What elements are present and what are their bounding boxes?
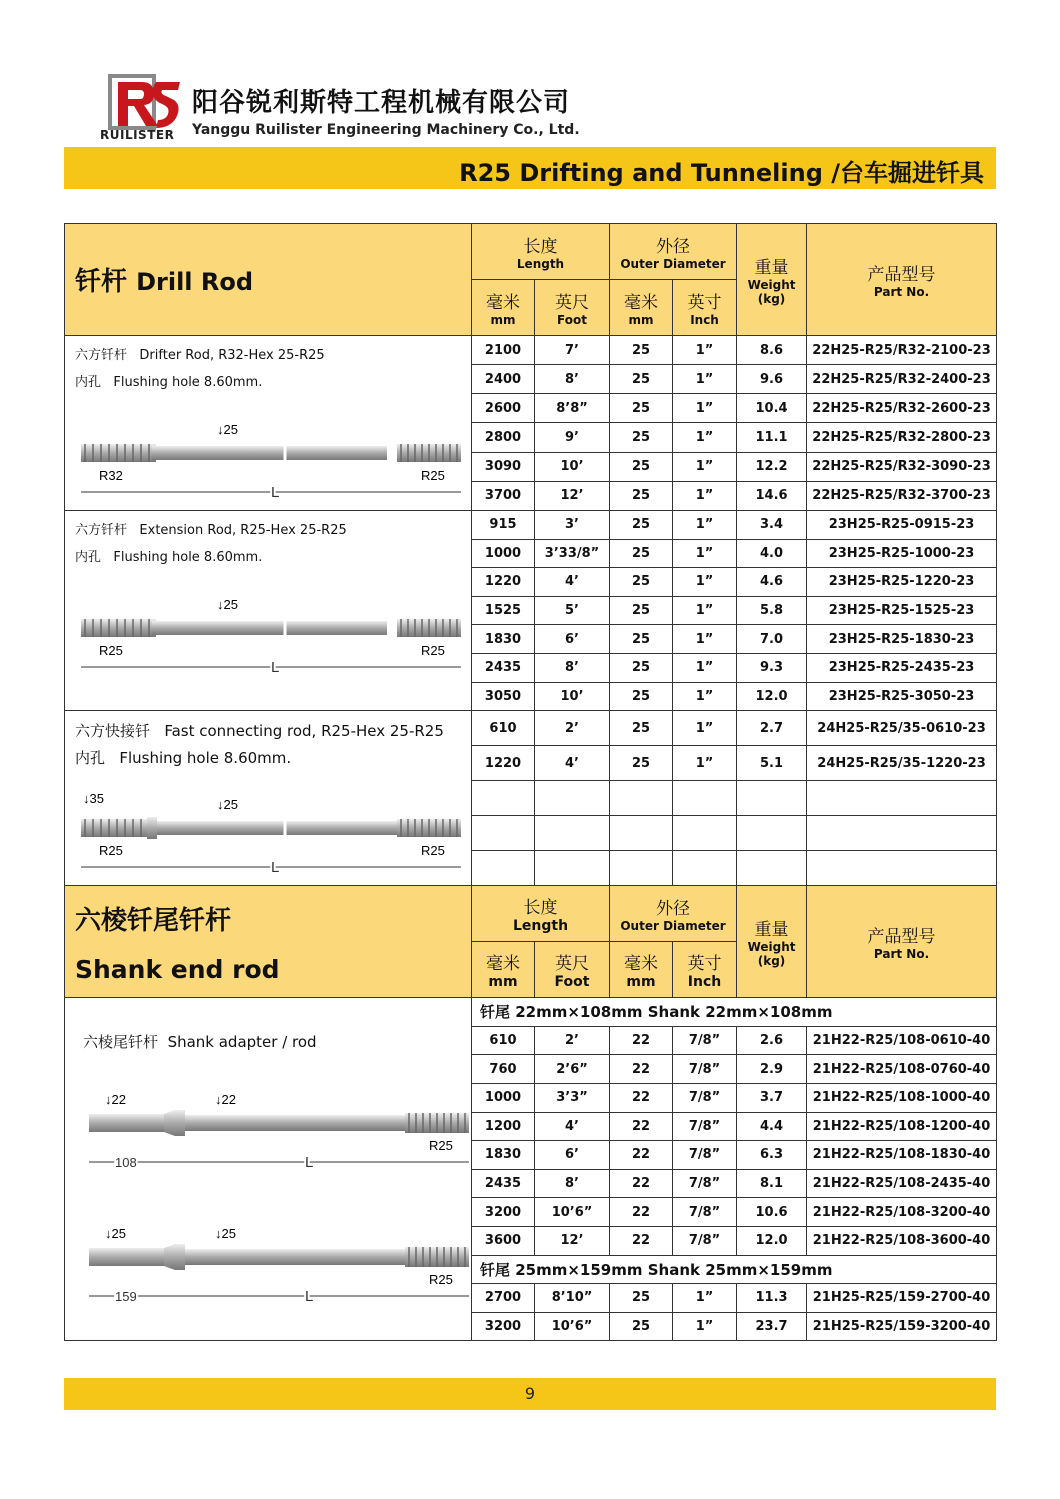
company-name-en: Yanggu Ruilister Engineering Machinery Co., Ltd. [192, 122, 580, 138]
part-no: 23H25-R25-1830-23 [807, 625, 997, 654]
od-mm: 25 [610, 653, 673, 682]
weight-kg: 3.4 [737, 511, 807, 540]
weight-header: 重量 Weight (kg) [737, 224, 807, 336]
weight-header-2: 重量 Weight (kg) [737, 886, 807, 998]
length-mm: 3200 [472, 1312, 535, 1341]
od-inch: 7/8” [673, 1226, 737, 1255]
length-foot: 10’ [535, 452, 610, 481]
weight-kg: 4.4 [737, 1112, 807, 1141]
page-number: 9 [524, 1384, 536, 1403]
length-foot: 12’ [535, 1226, 610, 1255]
svg-text:R25: R25 [99, 843, 123, 859]
od-inch: 1” [673, 423, 737, 452]
od-inch: 1” [673, 481, 737, 510]
desc-line-2: 内孔 Flushing hole 8.60mm. [75, 749, 292, 768]
part-no [807, 781, 997, 816]
part-no: 21H22-R25/108-3600-40 [807, 1226, 997, 1255]
weight-kg: 2.6 [737, 1026, 807, 1055]
table-row [65, 336, 997, 365]
length-foot: 10’ [535, 682, 610, 711]
length-mm: 2435 [472, 653, 535, 682]
unit-inch: 英寸 Inch [673, 280, 737, 336]
length-mm: 2800 [472, 423, 535, 452]
od-inch: 7/8” [673, 1141, 737, 1170]
desc-line-1: 六方钎杆 Drifter Rod, R32-Hex 25-R25 [75, 348, 325, 363]
shank-description: 六棱尾钎杆 Shank adapter / rod ↓22 ↓22 R25 108 L ↓25 ↓25 R25 159 L [65, 998, 472, 1341]
od-mm: 22 [610, 1198, 673, 1227]
part-no: 22H25-R25/R32-2600-23 [807, 394, 997, 423]
od-mm: 25 [610, 711, 673, 746]
svg-text:↓25: ↓25 [217, 422, 238, 437]
length-mm: 3700 [472, 481, 535, 510]
unit-mm-od: 毫米 mm [610, 280, 673, 336]
weight-kg: 10.6 [737, 1198, 807, 1227]
od-mm: 25 [610, 539, 673, 568]
od-inch: 1” [673, 625, 737, 654]
weight-kg: 10.4 [737, 394, 807, 423]
svg-text:L: L [305, 1288, 314, 1306]
od-inch: 1” [673, 1284, 737, 1313]
length-mm: 760 [472, 1055, 535, 1084]
od-inch: 1” [673, 746, 737, 781]
length-mm: 3600 [472, 1226, 535, 1255]
length-foot: 8’ [535, 653, 610, 682]
rod-drawing [85, 1076, 475, 1176]
svg-text:R25: R25 [99, 643, 123, 658]
part-header-2: 产品型号 Part No. [807, 886, 997, 998]
od-mm: 22 [610, 1026, 673, 1055]
product-description [65, 711, 472, 886]
length-mm: 1830 [472, 625, 535, 654]
od-inch [673, 851, 737, 886]
unit-mm-2: 毫米 mm [472, 942, 535, 998]
unit-inch-2: 英寸 Inch [673, 942, 737, 998]
weight-kg: 3.7 [737, 1083, 807, 1112]
length-mm: 2700 [472, 1284, 535, 1313]
od-inch: 7/8” [673, 1198, 737, 1227]
section2-header-row [65, 886, 997, 942]
od-mm: 25 [610, 1312, 673, 1341]
length-foot: 4’ [535, 568, 610, 597]
od-mm: 25 [610, 682, 673, 711]
svg-text:108: 108 [115, 1155, 137, 1171]
od-inch [673, 781, 737, 816]
od-mm: 22 [610, 1112, 673, 1141]
part-no: 21H22-R25/108-2435-40 [807, 1169, 997, 1198]
part-no: 23H25-R25-0915-23 [807, 511, 997, 540]
weight-kg: 7.0 [737, 625, 807, 654]
od-mm [610, 816, 673, 851]
svg-text:↓25: ↓25 [105, 1226, 126, 1242]
section2-body [65, 998, 997, 1341]
part-header: 产品型号 Part No. [807, 224, 997, 336]
weight-kg: 8.1 [737, 1169, 807, 1198]
od-mm: 25 [610, 746, 673, 781]
svg-text:R25: R25 [421, 468, 445, 483]
product-description [65, 336, 472, 511]
svg-text:↓25: ↓25 [217, 597, 238, 612]
part-no: 23H25-R25-1220-23 [807, 568, 997, 597]
part-no: 24H25-R25/35-0610-23 [807, 711, 997, 746]
table-row [65, 711, 997, 746]
unit-mm: 毫米 mm [472, 280, 535, 336]
length-foot: 8’10” [535, 1284, 610, 1313]
part-no: 23H25-R25-3050-23 [807, 682, 997, 711]
shank-size-label: 钎尾 25mm×159mm Shank 25mm×159mm [472, 1255, 997, 1284]
weight-kg: 5.8 [737, 596, 807, 625]
od-inch: 1” [673, 539, 737, 568]
od-mm: 25 [610, 423, 673, 452]
length-mm: 1200 [472, 1112, 535, 1141]
length-mm: 2100 [472, 336, 535, 365]
unit-foot: 英尺 Foot [535, 280, 610, 336]
weight-kg: 2.7 [737, 711, 807, 746]
subheader-row [65, 998, 997, 1027]
section2-title-cn: 六棱钎尾钎杆 [75, 905, 232, 936]
length-mm [472, 851, 535, 886]
od-mm: 25 [610, 625, 673, 654]
table-row [65, 511, 997, 540]
company-name-cn: 阳谷锐利斯特工程机械有限公司 [192, 88, 571, 118]
od-header-2: 外径 Outer Diameter [610, 886, 737, 942]
rod-drawing [77, 581, 467, 681]
weight-kg: 12.0 [737, 682, 807, 711]
title-band [64, 147, 996, 189]
part-no: 23H25-R25-1000-23 [807, 539, 997, 568]
length-foot: 2’ [535, 711, 610, 746]
od-inch: 1” [673, 511, 737, 540]
od-inch: 1” [673, 568, 737, 597]
length-mm: 1220 [472, 746, 535, 781]
od-mm: 25 [610, 596, 673, 625]
weight-kg: 5.1 [737, 746, 807, 781]
length-foot: 3’3” [535, 1083, 610, 1112]
length-mm: 1000 [472, 539, 535, 568]
length-foot: 8’8” [535, 394, 610, 423]
section1-title [65, 224, 472, 336]
svg-text:↓25: ↓25 [215, 1226, 236, 1242]
length-foot: 7’ [535, 336, 610, 365]
od-mm [610, 781, 673, 816]
od-inch: 1” [673, 596, 737, 625]
unit-foot-2: 英尺 Foot [535, 942, 610, 998]
length-mm: 2600 [472, 394, 535, 423]
svg-text:L: L [305, 1154, 314, 1172]
spec-table [64, 223, 997, 1341]
weight-kg: 11.3 [737, 1284, 807, 1313]
part-no: 21H22-R25/108-1000-40 [807, 1083, 997, 1112]
length-foot: 8’ [535, 1169, 610, 1198]
section1-title-cn: 钎杆 [75, 267, 128, 297]
weight-kg: 6.3 [737, 1141, 807, 1170]
part-no: 22H25-R25/R32-2800-23 [807, 423, 997, 452]
od-inch: 7/8” [673, 1055, 737, 1084]
od-inch: 1” [673, 394, 737, 423]
part-no: 24H25-R25/35-1220-23 [807, 746, 997, 781]
svg-text:↓25: ↓25 [217, 797, 238, 813]
od-mm [610, 851, 673, 886]
od-inch: 7/8” [673, 1169, 737, 1198]
svg-text:R25: R25 [421, 643, 445, 658]
section1-header-row [65, 224, 997, 280]
shank-size-label: 钎尾 22mm×108mm Shank 22mm×108mm [472, 998, 997, 1027]
length-foot: 12’ [535, 481, 610, 510]
part-no: 21H22-R25/108-1200-40 [807, 1112, 997, 1141]
svg-text:L: L [271, 659, 280, 676]
length-foot: 4’ [535, 1112, 610, 1141]
part-no: 21H22-R25/108-3200-40 [807, 1198, 997, 1227]
part-no [807, 816, 997, 851]
section2-title-en: Shank end rod [75, 954, 280, 984]
od-mm: 25 [610, 394, 673, 423]
od-inch: 1” [673, 365, 737, 394]
length-foot [535, 851, 610, 886]
section2-title [65, 886, 472, 998]
desc-line-1: 六方快接钎 Fast connecting rod, R25-Hex 25-R25 [75, 722, 444, 741]
weight-kg [737, 781, 807, 816]
length-mm: 610 [472, 1026, 535, 1055]
rod-drawing [85, 1210, 475, 1310]
product-description [65, 511, 472, 711]
od-mm: 25 [610, 568, 673, 597]
od-inch: 7/8” [673, 1026, 737, 1055]
length-mm: 3050 [472, 682, 535, 711]
svg-text:R25: R25 [421, 843, 445, 859]
od-mm: 22 [610, 1055, 673, 1084]
svg-text:R25: R25 [429, 1138, 453, 1154]
weight-kg: 11.1 [737, 423, 807, 452]
od-mm: 25 [610, 1284, 673, 1313]
footer-band [64, 1378, 996, 1410]
weight-kg: 4.0 [737, 539, 807, 568]
od-mm: 25 [610, 336, 673, 365]
weight-kg [737, 851, 807, 886]
weight-kg: 4.6 [737, 568, 807, 597]
part-no: 23H25-R25-1525-23 [807, 596, 997, 625]
length-foot: 2’ [535, 1026, 610, 1055]
od-inch: 1” [673, 336, 737, 365]
page-title: R25 Drifting and Tunneling /台车掘进钎具 [459, 159, 984, 187]
length-foot [535, 816, 610, 851]
length-foot [535, 781, 610, 816]
length-mm: 1220 [472, 568, 535, 597]
od-mm: 25 [610, 511, 673, 540]
svg-text:R32: R32 [99, 468, 123, 483]
od-inch: 1” [673, 653, 737, 682]
length-mm: 915 [472, 511, 535, 540]
length-mm [472, 781, 535, 816]
length-foot: 3’33/8” [535, 539, 610, 568]
svg-text:L: L [271, 484, 280, 501]
od-mm: 25 [610, 481, 673, 510]
rod-drawing [77, 781, 467, 881]
part-no: 21H25-R25/159-3200-40 [807, 1312, 997, 1341]
desc-line-2: 内孔 Flushing hole 8.60mm. [75, 550, 263, 565]
svg-text:L: L [271, 859, 280, 877]
od-mm: 22 [610, 1083, 673, 1112]
length-foot: 5’ [535, 596, 610, 625]
weight-kg: 14.6 [737, 481, 807, 510]
od-inch: 1” [673, 711, 737, 746]
weight-kg: 9.6 [737, 365, 807, 394]
length-mm: 2400 [472, 365, 535, 394]
od-mm: 22 [610, 1226, 673, 1255]
length-mm: 1830 [472, 1141, 535, 1170]
unit-mm-od-2: 毫米 mm [610, 942, 673, 998]
part-no: 21H22-R25/108-1830-40 [807, 1141, 997, 1170]
svg-text:↓22: ↓22 [215, 1092, 236, 1108]
rod-drawing [77, 406, 467, 506]
length-mm: 3090 [472, 452, 535, 481]
length-foot: 6’ [535, 1141, 610, 1170]
length-mm [472, 816, 535, 851]
part-no: 21H22-R25/108-0610-40 [807, 1026, 997, 1055]
length-foot: 8’ [535, 365, 610, 394]
section1-body [65, 336, 997, 886]
svg-text:R25: R25 [429, 1272, 453, 1288]
weight-kg: 12.2 [737, 452, 807, 481]
od-inch: 1” [673, 452, 737, 481]
part-no: 22H25-R25/R32-2100-23 [807, 336, 997, 365]
part-no: 22H25-R25/R32-3700-23 [807, 481, 997, 510]
od-inch: 1” [673, 1312, 737, 1341]
part-no: 23H25-R25-2435-23 [807, 653, 997, 682]
od-mm: 22 [610, 1141, 673, 1170]
length-foot: 9’ [535, 423, 610, 452]
weight-kg [737, 816, 807, 851]
weight-kg: 12.0 [737, 1226, 807, 1255]
length-header-2: 长度 Length [472, 886, 610, 942]
length-mm: 2435 [472, 1169, 535, 1198]
od-mm: 22 [610, 1169, 673, 1198]
length-foot: 3’ [535, 511, 610, 540]
svg-text:↓22: ↓22 [105, 1092, 126, 1108]
length-foot: 4’ [535, 746, 610, 781]
length-header: 长度 Length [472, 224, 610, 280]
od-mm: 25 [610, 452, 673, 481]
part-no: 22H25-R25/R32-3090-23 [807, 452, 997, 481]
weight-kg: 23.7 [737, 1312, 807, 1341]
od-inch [673, 816, 737, 851]
length-foot: 10’6” [535, 1198, 610, 1227]
od-mm: 25 [610, 365, 673, 394]
length-mm: 1525 [472, 596, 535, 625]
length-mm: 3200 [472, 1198, 535, 1227]
logo-text: RUILISTER [100, 128, 175, 142]
section1-title-en: Drill Rod [136, 268, 254, 296]
desc-line-2: 内孔 Flushing hole 8.60mm. [75, 375, 263, 390]
part-no: 22H25-R25/R32-2400-23 [807, 365, 997, 394]
length-mm: 610 [472, 711, 535, 746]
desc-line-1: 六方钎杆 Extension Rod, R25-Hex 25-R25 [75, 523, 347, 538]
part-no: 21H25-R25/159-2700-40 [807, 1284, 997, 1313]
svg-text:159: 159 [115, 1289, 137, 1305]
length-foot: 6’ [535, 625, 610, 654]
length-mm: 1000 [472, 1083, 535, 1112]
length-foot: 10’6” [535, 1312, 610, 1341]
od-inch: 7/8” [673, 1112, 737, 1141]
weight-kg: 9.3 [737, 653, 807, 682]
od-header: 外径 Outer Diameter [610, 224, 737, 280]
od-inch: 1” [673, 682, 737, 711]
length-foot: 2’6” [535, 1055, 610, 1084]
weight-kg: 8.6 [737, 336, 807, 365]
part-no: 21H22-R25/108-0760-40 [807, 1055, 997, 1084]
svg-text:↓35: ↓35 [83, 791, 104, 807]
weight-kg: 2.9 [737, 1055, 807, 1084]
od-inch: 7/8” [673, 1083, 737, 1112]
part-no [807, 851, 997, 886]
